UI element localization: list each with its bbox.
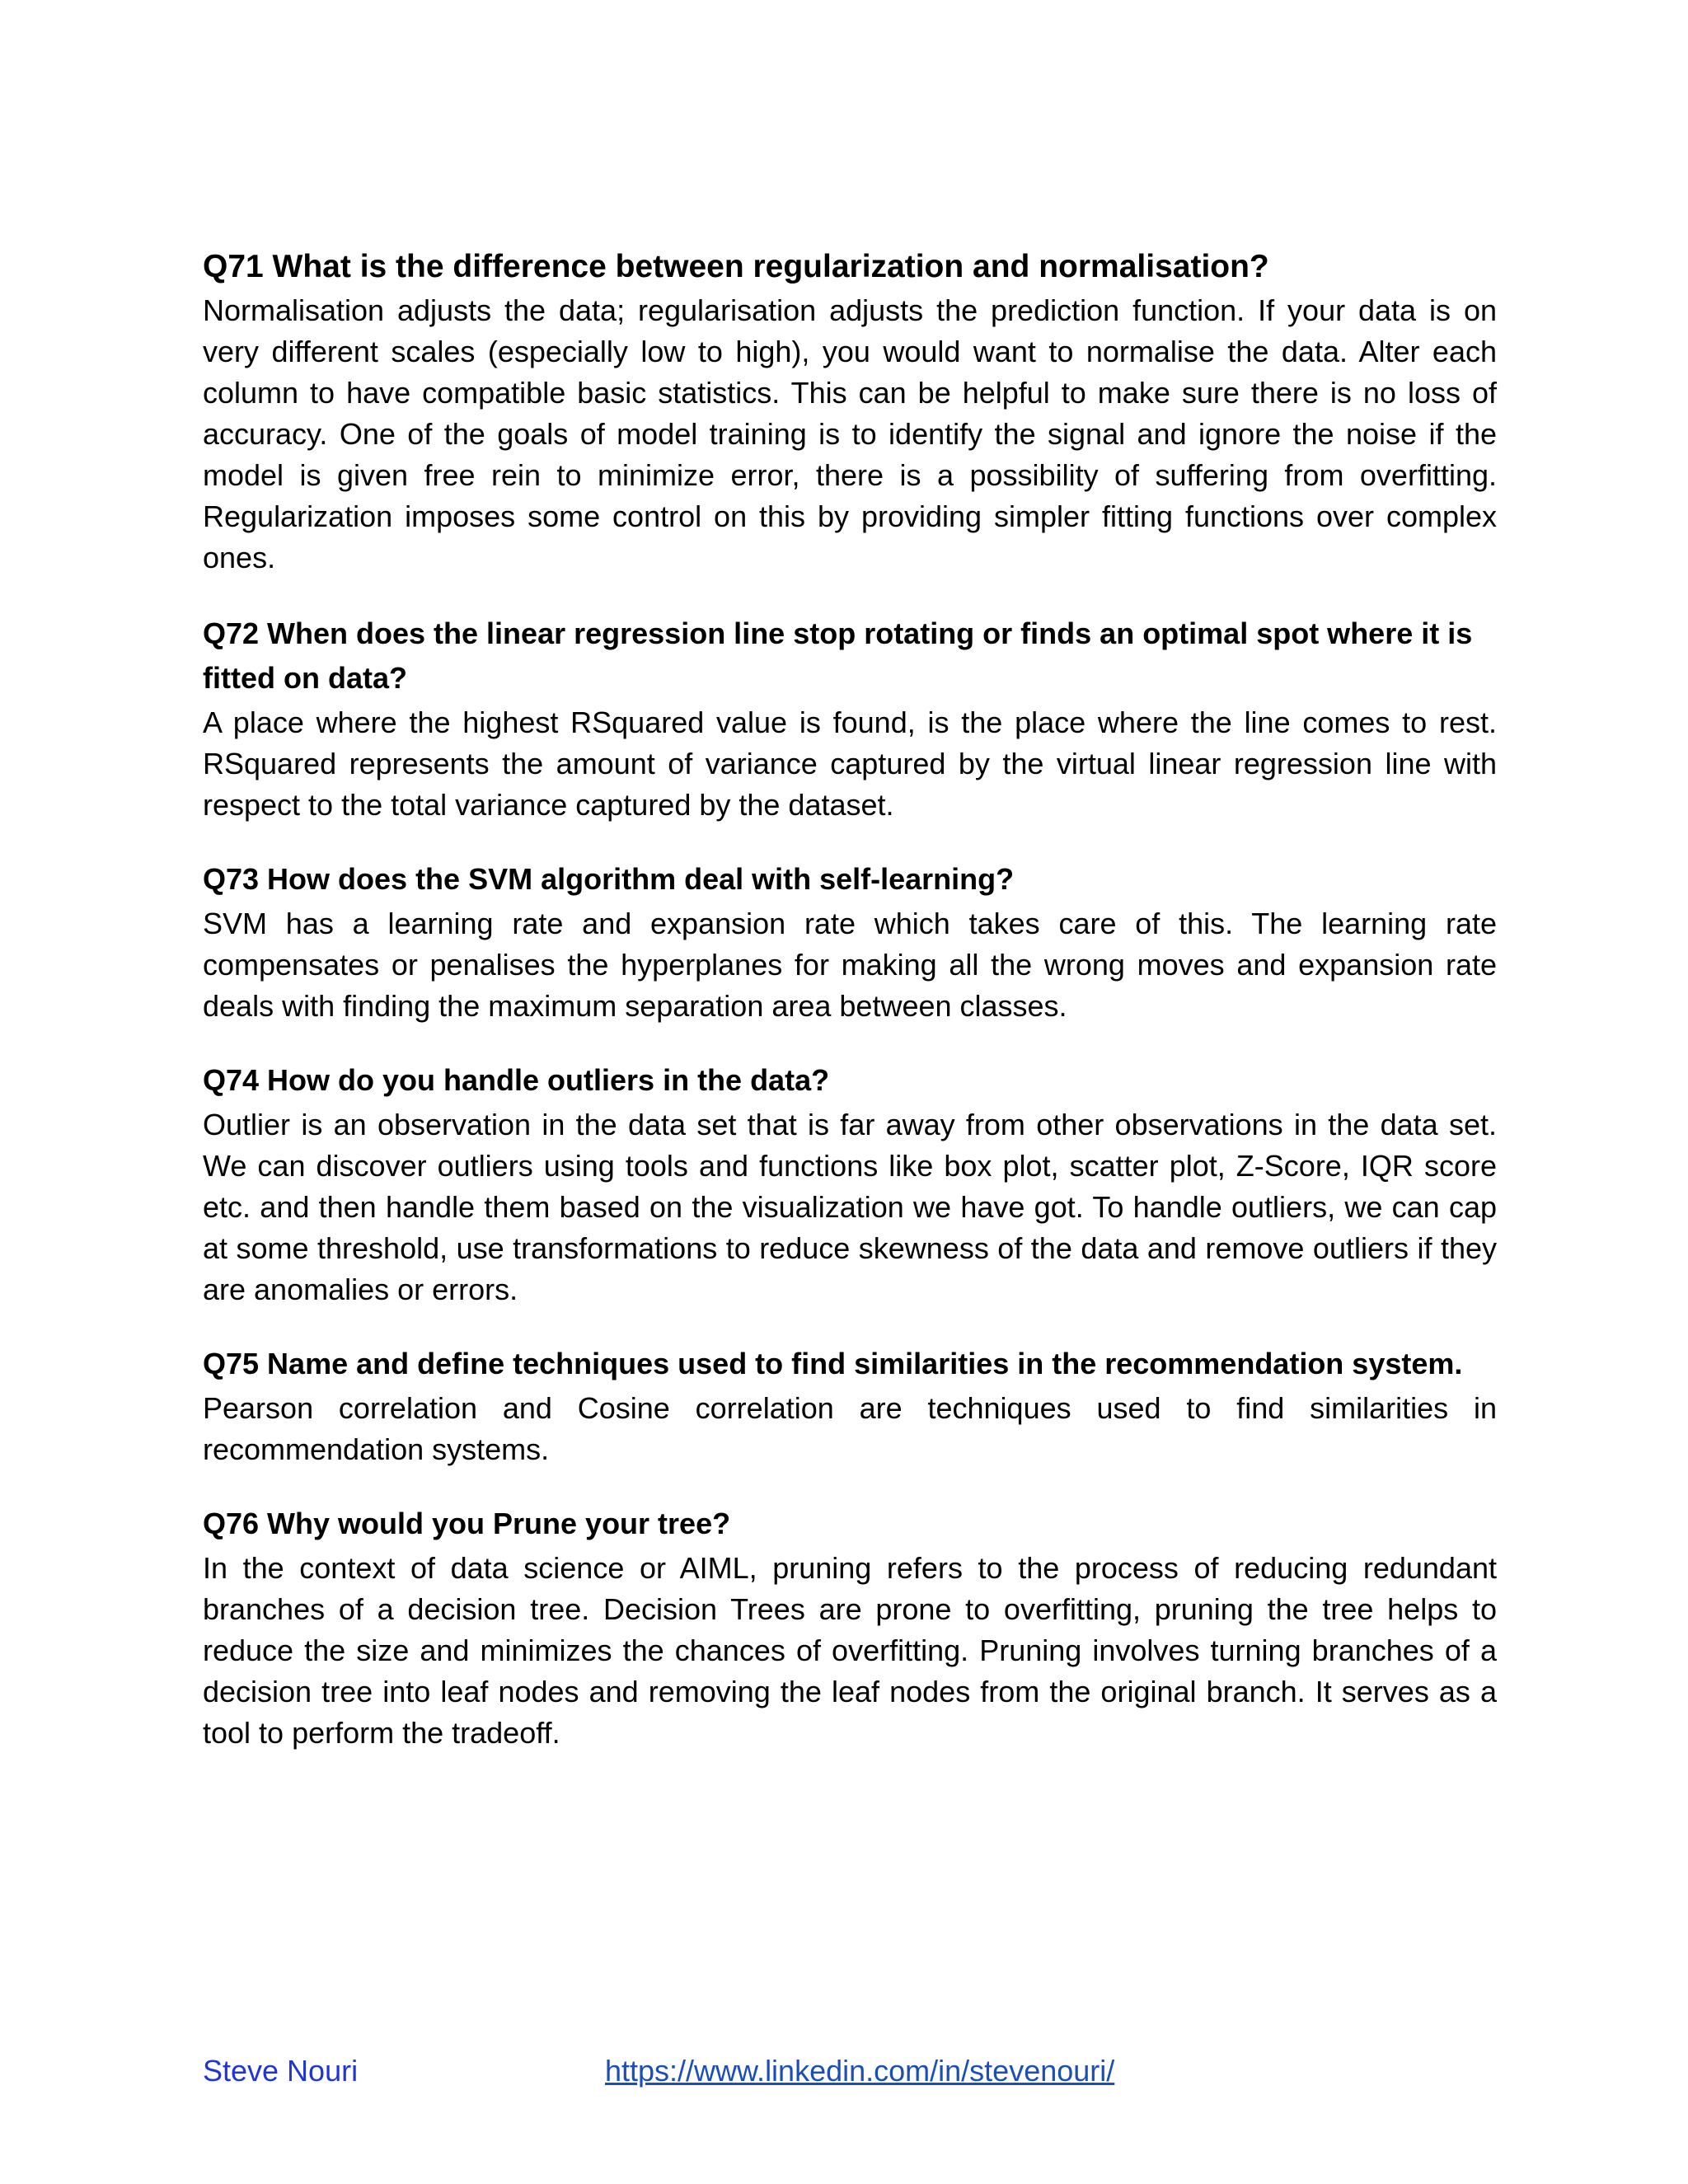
question-answer: In the context of data science or AIML, pruning refers to the process of reducing redundant branches of a decision tree. Decision Trees are prone to overfitting, pruning the tree helps to reduce the size and minimizes the chances of overfitting. Pruning involves turning branches of a decision tree into leaf nodes and removing the leaf nodes from the original branch. It serves as a tool to perform the tradeoff. [203,1551,1497,1750]
question-title: Q74 How do you handle outliers in the data? [203,1063,830,1097]
question-71 [203,244,1497,579]
section-spacer [203,1310,1497,1342]
content-column [203,244,1497,1754]
question-answer: A place where the highest RSquared value is found, is the place where the line comes to rest. RSquared represents the amount of variance captured by the virtual linear regression line with respect to the total variance captured by the dataset. [203,705,1497,822]
footer-linkedin-link[interactable]: https://www.linkedin.com/in/stevenouri/ [605,2054,1115,2088]
question-answer: SVM has a learning rate and expansion rate which takes care of this. The learning rate compensates or penalises the hyperplanes for making all the wrong moves and expansion rate deals with finding the maximum separation area between classes. [203,907,1497,1023]
question-72 [203,612,1497,826]
question-answer: Normalisation adjusts the data; regularisation adjusts the prediction function. If your data is on very different scales (especially low to high), you would want to normalise the data. Alter each column to have compatible basic statistics. This can be helpful to make sure there is no loss of accuracy. One of the goals of model training is to identify the signal and ignore the noise if the model is given free rein to minimize error, there is a possibility of suffering from overfitting. Regularization imposes some control on this by providing simpler fitting functions over complex ones. [203,293,1497,574]
section-spacer [203,1470,1497,1502]
question-answer: Pearson correlation and Cosine correlation are techniques used to find similarities in recommendation systems. [203,1391,1497,1466]
question-title: Q72 When does the linear regression line stop rotating or finds an optimal spot where it is fitted on data? [203,616,1473,695]
question-74 [203,1058,1497,1310]
question-title: Q75 Name and define techniques used to find similarities in the recommendation system. [203,1347,1463,1380]
question-73 [203,857,1497,1027]
page-footer [203,2050,1497,2092]
footer-author: Steve Nouri [203,2054,359,2088]
question-76 [203,1502,1497,1754]
question-title: Q71 What is the difference between regularization and normalisation? [203,249,1269,284]
question-answer: Outlier is an observation in the data set that is far away from other observations in the data set. We can discover outliers using tools and functions like box plot, scatter plot, Z-Score, IQR score etc. and then handle them based on the visualization we have got. To handle outliers, we can cap at some threshold, use transformations to reduce skewness of the data and remove outliers if they are anomalies or errors. [203,1108,1497,1306]
question-title: Q76 Why would you Prune your tree? [203,1507,731,1540]
question-title: Q73 How does the SVM algorithm deal with self-learning? [203,862,1015,896]
section-spacer [203,826,1497,857]
question-75 [203,1342,1497,1470]
section-spacer [203,579,1497,612]
section-spacer [203,1027,1497,1058]
